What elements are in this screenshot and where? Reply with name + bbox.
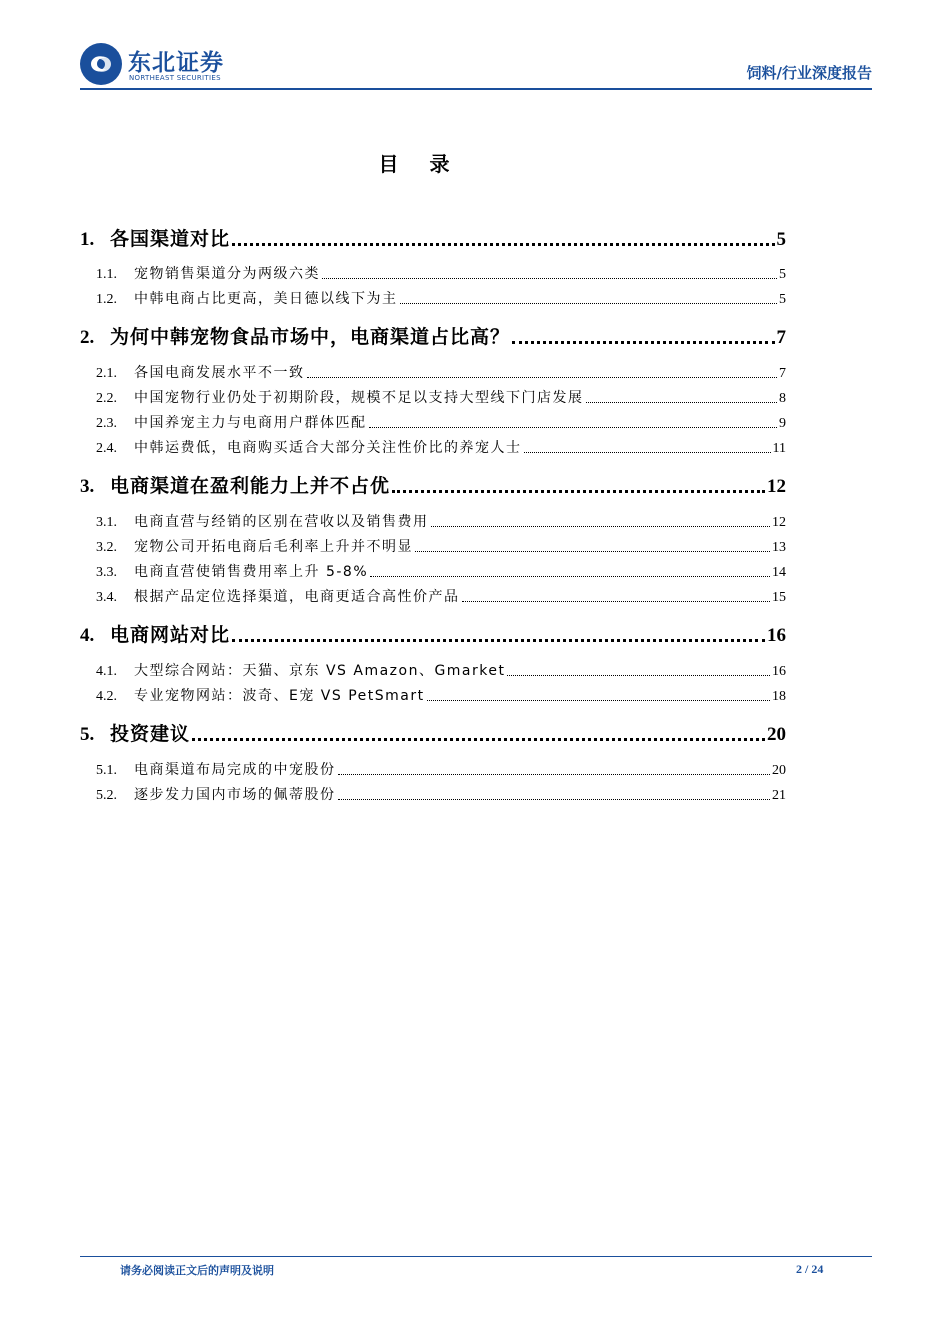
toc-entry-number: 2. xyxy=(80,327,95,348)
toc-entry-page: 5 xyxy=(779,267,786,282)
toc-entry-page: 5 xyxy=(779,292,786,307)
toc-entry-number: 3.3. xyxy=(96,565,117,580)
toc-leader-dots xyxy=(512,337,774,344)
toc-entry-number: 4.1. xyxy=(96,664,117,679)
toc-entry-number: 2.2. xyxy=(96,391,117,406)
toc-entry[interactable] xyxy=(80,720,786,746)
toc-entry-text: 投资建议 xyxy=(110,723,191,745)
toc-leader-dots xyxy=(431,523,771,527)
company-logo xyxy=(80,43,270,87)
toc-leader-dots xyxy=(507,672,770,676)
toc-entry-page: 13 xyxy=(772,540,786,555)
toc-entry[interactable] xyxy=(80,759,786,779)
toc-entry-text: 中韩运费低，电商购买适合大部分关注性价比的养宠人士 xyxy=(134,440,522,456)
toc-entry-page: 21 xyxy=(772,788,786,803)
toc-entry-text: 宠物公司开拓电商后毛利率上升并不明显 xyxy=(134,539,413,555)
toc-entry-number: 3.2. xyxy=(96,540,117,555)
toc-title: 目 录 xyxy=(378,152,462,176)
toc-entry-text: 中韩电商占比更高，美日德以线下为主 xyxy=(134,291,398,307)
toc-entry-number: 1.2. xyxy=(96,292,117,307)
toc-entry-text: 中国宠物行业仍处于初期阶段，规模不足以支持大型线下门店发展 xyxy=(134,390,584,406)
toc-entry-number: 2.3. xyxy=(96,416,117,431)
toc-entry[interactable] xyxy=(80,437,786,457)
toc-entry-text: 电商网站对比 xyxy=(110,624,231,646)
toc-entry-text: 专业宠物网站：波奇、E宠 VS PetSmart xyxy=(134,688,425,704)
toc-leader-dots xyxy=(524,449,771,453)
toc-entry[interactable] xyxy=(80,536,786,556)
toc-entry-page: 12 xyxy=(772,515,786,530)
toc-entry-number: 1.1. xyxy=(96,267,117,282)
toc-entry-number: 3.4. xyxy=(96,590,117,605)
toc-entry-text: 大型综合网站：天猫、京东 VS Amazon、Gmarket xyxy=(134,663,506,679)
toc-entry[interactable] xyxy=(80,412,786,432)
toc-leader-dots xyxy=(338,796,771,800)
toc-leader-dots xyxy=(370,573,770,577)
toc-entry-page: 15 xyxy=(772,590,786,605)
logo-swirl-icon xyxy=(88,52,114,76)
toc-entry[interactable] xyxy=(80,586,786,606)
toc-entry-text: 中国养宠主力与电商用户群体匹配 xyxy=(134,415,367,431)
toc-entry-page: 12 xyxy=(767,476,786,497)
toc-entry-text: 逐步发力国内市场的佩蒂股份 xyxy=(134,787,336,803)
toc-entry-number: 1. xyxy=(80,229,95,250)
toc-entry-page: 16 xyxy=(767,625,786,646)
toc-entry[interactable] xyxy=(80,472,786,498)
toc-entry-text: 电商直营使销售费用率上升 5-8% xyxy=(134,564,369,580)
toc-entry-text: 根据产品定位选择渠道，电商更适合高性价产品 xyxy=(134,589,460,605)
toc-entry-page: 14 xyxy=(772,565,786,580)
toc-entry-page: 8 xyxy=(779,391,786,406)
toc-entry[interactable] xyxy=(80,225,786,251)
toc-entry-number: 2.4. xyxy=(96,441,117,456)
header-divider xyxy=(80,88,872,90)
toc-entry[interactable] xyxy=(80,511,786,531)
toc-entry-page: 9 xyxy=(779,416,786,431)
toc-leader-dots xyxy=(192,734,765,741)
toc-entry[interactable] xyxy=(80,323,786,349)
toc-leader-dots xyxy=(586,399,778,403)
toc-entry-page: 7 xyxy=(776,327,786,348)
toc-entry-page: 20 xyxy=(767,724,786,745)
toc-entry-number: 5.2. xyxy=(96,788,117,803)
page-number: 2 / 24 xyxy=(796,1262,824,1276)
toc-entry-number: 4.2. xyxy=(96,689,117,704)
footer-disclaimer: 请务必阅读正文后的声明及说明 xyxy=(120,1264,274,1277)
toc-entry[interactable] xyxy=(80,362,786,382)
toc-entry-text: 电商渠道布局完成的中宠股份 xyxy=(134,762,336,778)
toc-entry[interactable] xyxy=(80,685,786,705)
toc-entry-number: 5. xyxy=(80,724,95,745)
toc-leader-dots xyxy=(427,697,770,701)
toc-leader-dots xyxy=(392,486,765,493)
toc-entry-text: 电商直营与经销的区别在营收以及销售费用 xyxy=(134,514,429,530)
toc-entry[interactable] xyxy=(80,387,786,407)
toc-leader-dots xyxy=(322,275,777,279)
toc-leader-dots xyxy=(232,635,765,642)
toc-entry[interactable] xyxy=(80,561,786,581)
toc-entry-text: 各国电商发展水平不一致 xyxy=(134,365,305,381)
toc-entry-page: 16 xyxy=(772,664,786,679)
toc-entry-text: 为何中韩宠物食品市场中，电商渠道占比高？ xyxy=(110,326,511,348)
toc-leader-dots xyxy=(369,424,778,428)
toc-entry-number: 2.1. xyxy=(96,366,117,381)
toc-entry-text: 宠物销售渠道分为两级六类 xyxy=(134,266,320,282)
toc-leader-dots xyxy=(338,771,771,775)
toc-entry-page: 11 xyxy=(772,441,786,456)
toc-entry-text: 电商渠道在盈利能力上并不占优 xyxy=(110,475,391,497)
toc-entry[interactable] xyxy=(80,660,786,680)
toc-entry-number: 5.1. xyxy=(96,763,117,778)
toc-leader-dots xyxy=(462,598,771,602)
toc-leader-dots xyxy=(415,548,770,552)
toc-entry-text: 各国渠道对比 xyxy=(110,228,231,250)
logo-english-name: NORTHEAST SECURITIES xyxy=(129,74,221,82)
report-category: 饲料/行业深度报告 xyxy=(746,64,872,82)
footer-divider xyxy=(80,1256,872,1257)
toc-entry[interactable] xyxy=(80,784,786,804)
toc-entry-page: 18 xyxy=(772,689,786,704)
toc-entry[interactable] xyxy=(80,621,786,647)
page-header xyxy=(80,40,872,90)
toc-leader-dots xyxy=(307,374,778,378)
toc-leader-dots xyxy=(400,300,778,304)
logo-emblem-icon xyxy=(80,43,122,85)
toc-entry-number: 3. xyxy=(80,476,95,497)
toc-entry[interactable] xyxy=(80,288,786,308)
toc-entry-number: 3.1. xyxy=(96,515,117,530)
toc-entry-page: 20 xyxy=(772,763,786,778)
toc-entry[interactable] xyxy=(80,263,786,283)
toc-entry-number: 4. xyxy=(80,625,95,646)
logo-chinese-name: 东北证券 xyxy=(128,50,224,76)
toc-leader-dots xyxy=(232,239,774,246)
toc-entry-page: 7 xyxy=(779,366,786,381)
toc-entry-page: 5 xyxy=(776,229,786,250)
